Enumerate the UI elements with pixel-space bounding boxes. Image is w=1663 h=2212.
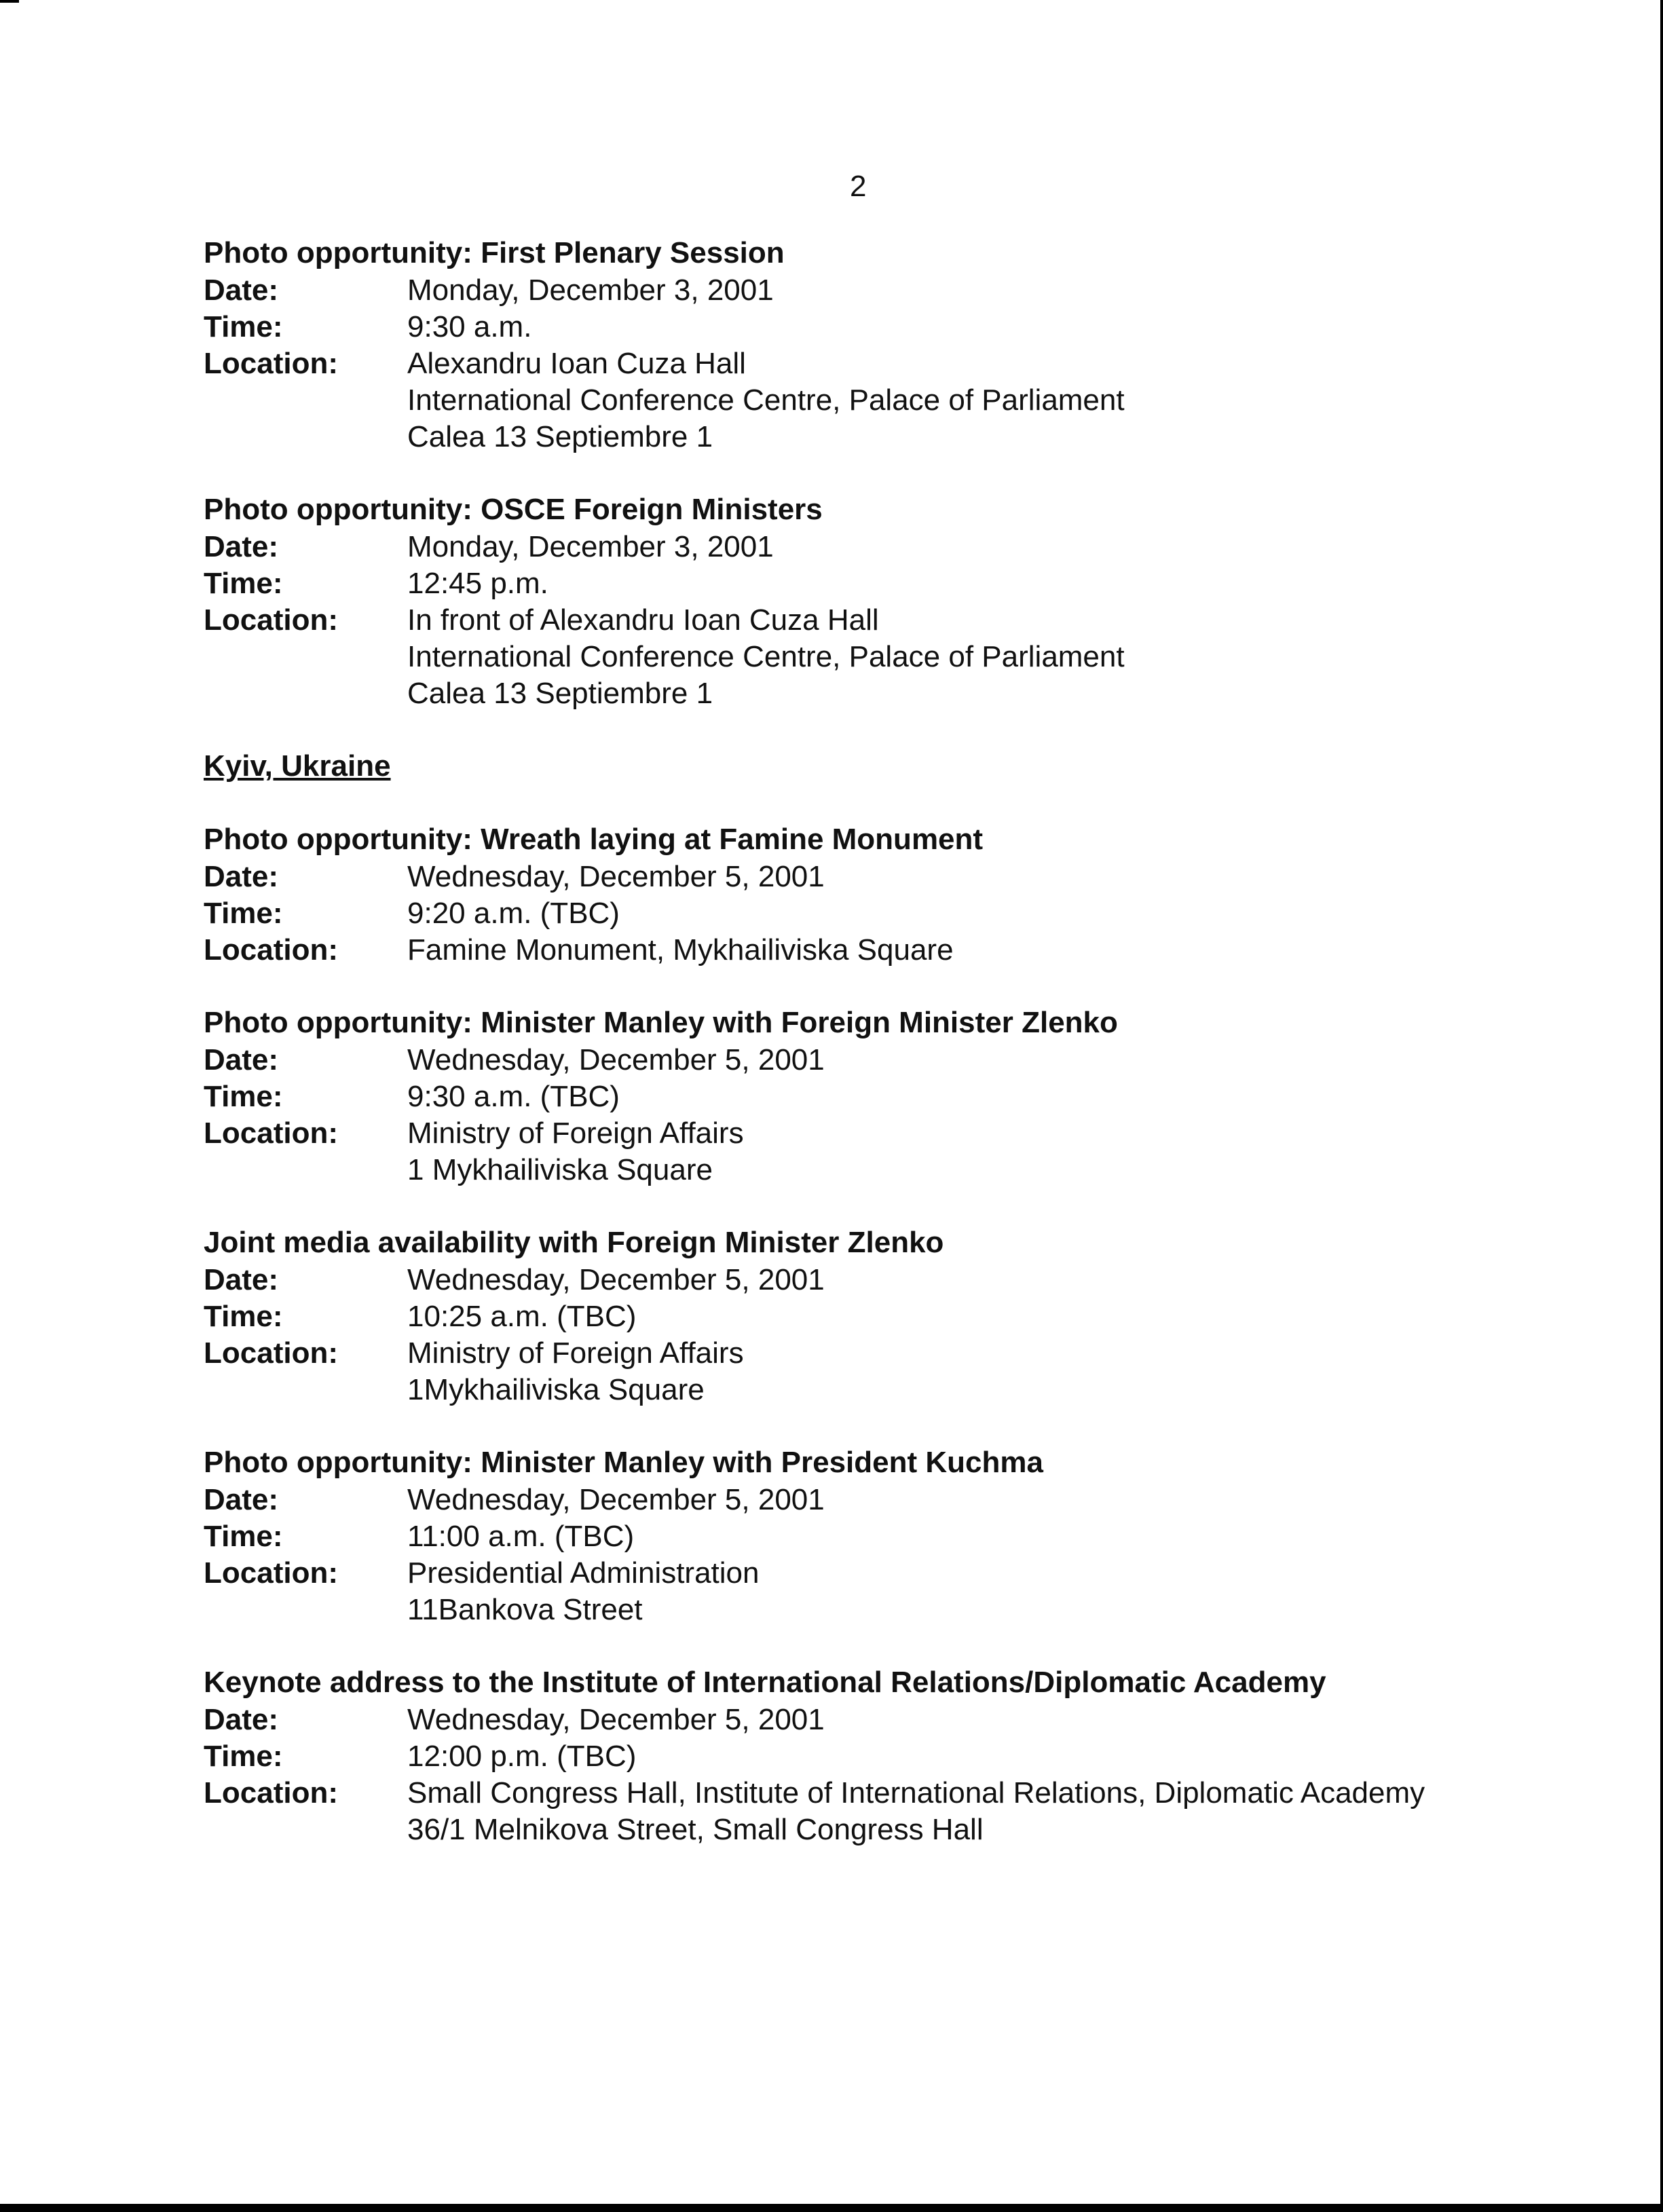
- date-label: Date:: [204, 1483, 279, 1516]
- location-line: 1 Mykhailiviska Square: [407, 1153, 713, 1186]
- location-line: Small Congress Hall, Institute of International Relations, Diplomatic Academy: [407, 1776, 1425, 1810]
- location-line: Calea 13 Septiembre 1: [407, 677, 713, 710]
- event-block: [204, 234, 1561, 455]
- event-block: [204, 1224, 1561, 1408]
- location-label: Location:: [204, 1556, 338, 1590]
- location-line: International Conference Centre, Palace of Parliament: [407, 640, 1125, 673]
- location-label: Location:: [204, 933, 338, 967]
- location-line: Ministry of Foreign Affairs: [407, 1117, 744, 1150]
- location-value: [407, 602, 1125, 712]
- date-row: [204, 272, 1561, 309]
- event-title: Photo opportunity: Wreath laying at Famine Monument: [204, 823, 984, 856]
- time-row: [204, 1518, 1561, 1555]
- time-value: 9:30 a.m.: [407, 310, 532, 343]
- scan-edge-artifact: [0, 2204, 1663, 2212]
- event-title: Photo opportunity: Minister Manley with President Kuchma: [204, 1446, 1043, 1479]
- location-line: 1Mykhailiviska Square: [407, 1373, 705, 1406]
- date-label: Date:: [204, 1043, 279, 1076]
- time-row: [204, 309, 1561, 345]
- location-line: Alexandru Ioan Cuza Hall: [407, 347, 746, 380]
- time-label: Time:: [204, 1080, 283, 1113]
- date-label: Date:: [204, 1263, 279, 1296]
- events-list-kyiv: [204, 821, 1561, 1848]
- time-value: 9:20 a.m. (TBC): [407, 897, 620, 930]
- time-value: 12:00 p.m. (TBC): [407, 1740, 637, 1773]
- event-block: [204, 821, 1561, 969]
- location-line: 36/1 Melnikova Street, Small Congress Hall: [407, 1813, 984, 1846]
- location-label: Location:: [204, 1336, 338, 1370]
- location-line: Presidential Administration: [407, 1556, 760, 1590]
- location-line: International Conference Centre, Palace of Parliament: [407, 383, 1125, 417]
- event-block: [204, 491, 1561, 712]
- event-title: Photo opportunity: OSCE Foreign Ministers: [204, 493, 823, 526]
- event-title: Photo opportunity: First Plenary Session: [204, 236, 785, 269]
- date-value: Monday, December 3, 2001: [407, 530, 774, 563]
- scan-edge-artifact: [1660, 0, 1663, 2212]
- location-value: [407, 1775, 1425, 1848]
- date-value: Wednesday, December 5, 2001: [407, 1483, 825, 1516]
- date-row: [204, 1042, 1561, 1079]
- time-row: [204, 565, 1561, 602]
- location-row: [204, 932, 1561, 969]
- time-value: 12:45 p.m.: [407, 567, 548, 600]
- location-label: Location:: [204, 1117, 338, 1150]
- event-block: [204, 1444, 1561, 1628]
- location-line: Calea 13 Septiembre 1: [407, 420, 713, 453]
- event-block: [204, 1664, 1561, 1848]
- time-label: Time:: [204, 310, 283, 343]
- date-value: Wednesday, December 5, 2001: [407, 1263, 825, 1296]
- location-value: [407, 1335, 744, 1408]
- time-row: [204, 1738, 1561, 1775]
- location-value: [407, 345, 1125, 455]
- event-block: [204, 1004, 1561, 1188]
- location-value: [407, 1115, 744, 1188]
- date-label: Date:: [204, 530, 279, 563]
- date-row: [204, 1482, 1561, 1518]
- date-value: Wednesday, December 5, 2001: [407, 860, 825, 893]
- events-list-romania: [204, 234, 1561, 712]
- location-label: Location:: [204, 1776, 338, 1810]
- time-row: [204, 895, 1561, 932]
- location-label: Location:: [204, 603, 338, 637]
- location-row: [204, 1775, 1561, 1848]
- date-row: [204, 529, 1561, 565]
- itinerary-content: [204, 234, 1561, 1883]
- location-label: Location:: [204, 347, 338, 380]
- date-value: Wednesday, December 5, 2001: [407, 1703, 825, 1736]
- location-line: In front of Alexandru Ioan Cuza Hall: [407, 603, 879, 637]
- location-row: [204, 345, 1561, 455]
- date-label: Date:: [204, 1703, 279, 1736]
- time-value: 9:30 a.m. (TBC): [407, 1080, 620, 1113]
- location-value: [407, 1555, 759, 1628]
- event-title: Keynote address to the Institute of International Relations/Diplomatic Academy: [204, 1666, 1326, 1699]
- location-row: [204, 602, 1561, 712]
- date-row: [204, 859, 1561, 895]
- time-row: [204, 1079, 1561, 1115]
- date-row: [204, 1702, 1561, 1738]
- time-label: Time:: [204, 1520, 283, 1553]
- location-line: Famine Monument, Mykhailiviska Square: [407, 933, 954, 967]
- event-title: Photo opportunity: Minister Manley with Foreign Minister Zlenko: [204, 1006, 1118, 1039]
- time-label: Time:: [204, 1740, 283, 1773]
- time-value: 10:25 a.m. (TBC): [407, 1300, 637, 1333]
- date-value: Wednesday, December 5, 2001: [407, 1043, 825, 1076]
- date-row: [204, 1262, 1561, 1298]
- time-label: Time:: [204, 897, 283, 930]
- location-line: 11Bankova Street: [407, 1593, 643, 1626]
- scan-edge-artifact: [0, 0, 19, 3]
- location-value: [407, 932, 954, 969]
- date-label: Date:: [204, 860, 279, 893]
- time-label: Time:: [204, 567, 283, 600]
- time-label: Time:: [204, 1300, 283, 1333]
- time-value: 11:00 a.m. (TBC): [407, 1520, 635, 1553]
- location-row: [204, 1555, 1561, 1628]
- location-row: [204, 1115, 1561, 1188]
- time-row: [204, 1298, 1561, 1335]
- section-heading-kyiv: Kyiv, Ukraine: [204, 749, 391, 783]
- page-number: 2: [850, 170, 867, 203]
- location-row: [204, 1335, 1561, 1408]
- date-value: Monday, December 3, 2001: [407, 274, 774, 307]
- date-label: Date:: [204, 274, 279, 307]
- event-title: Joint media availability with Foreign Minister Zlenko: [204, 1226, 944, 1259]
- location-line: Ministry of Foreign Affairs: [407, 1336, 744, 1370]
